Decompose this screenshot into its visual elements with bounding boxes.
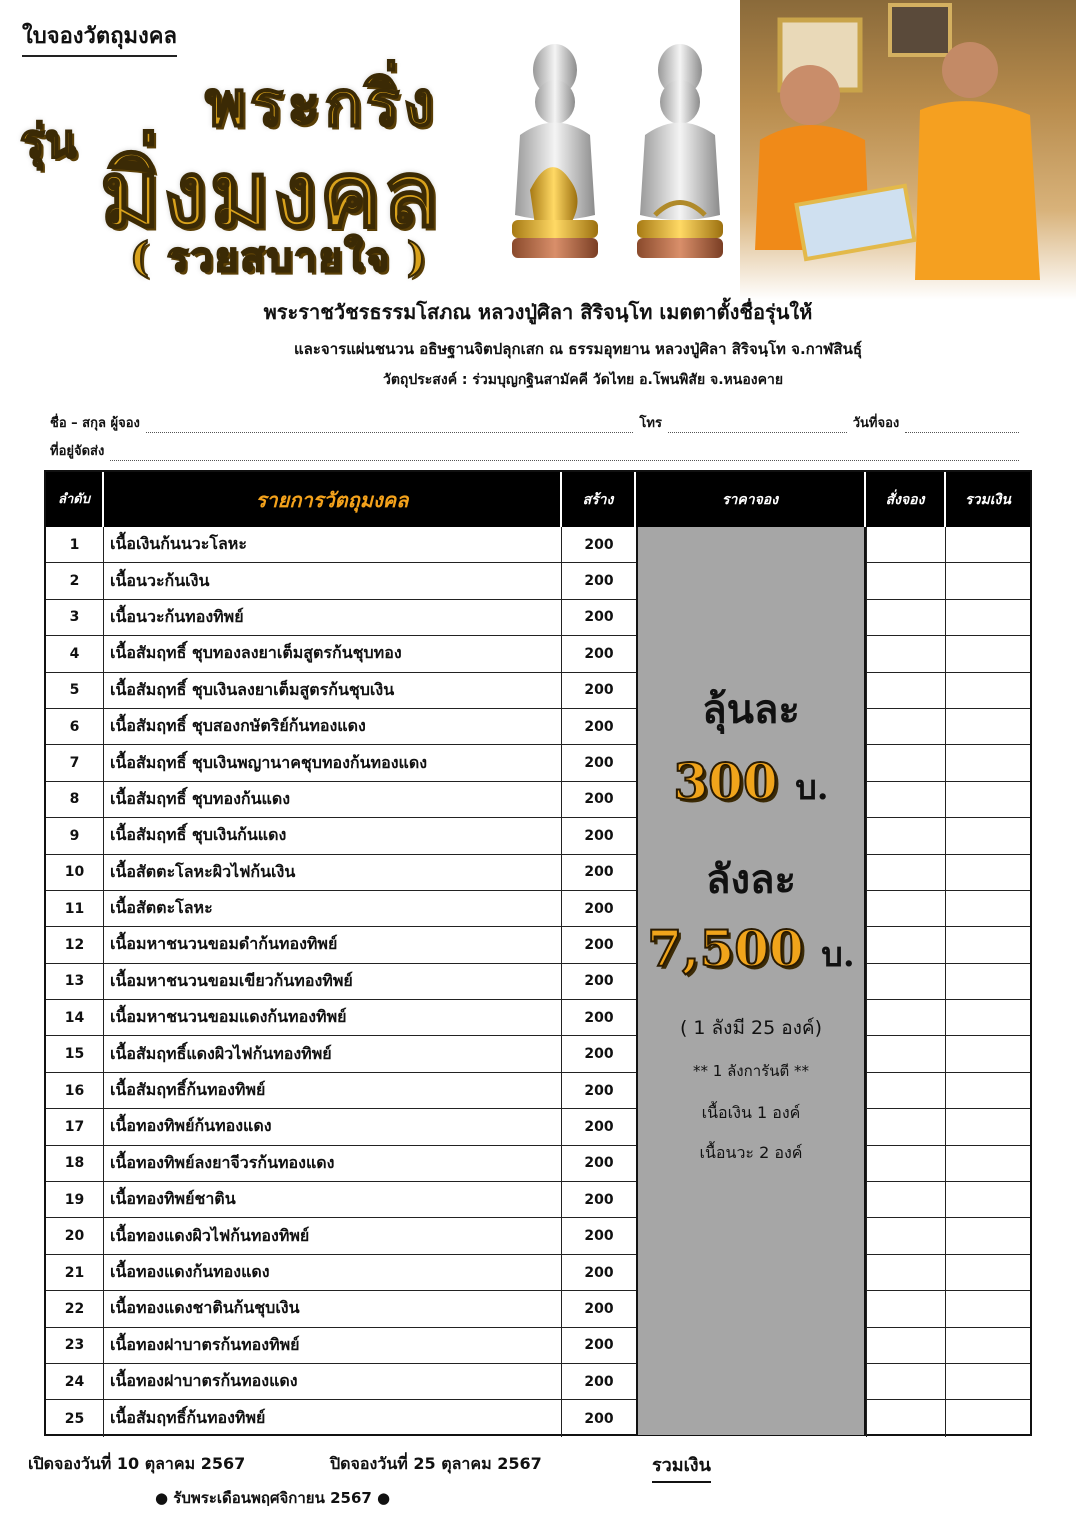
- row-item: เนื้อสัมฤทธิ์ ชุบสองกษัตริย์ก้นทองแดง: [104, 709, 562, 744]
- row-qty: 200: [584, 900, 614, 917]
- row-item: เนื้อนวะก้นทองทิพย์: [104, 600, 562, 635]
- title-line2: มิ่งมงคล: [100, 140, 442, 248]
- row-total-cell[interactable]: [946, 818, 1030, 853]
- table-row: [46, 964, 1030, 1000]
- row-total-cell[interactable]: [946, 1218, 1030, 1253]
- row-number: 5: [46, 673, 104, 708]
- row-qty: 200: [584, 609, 614, 626]
- row-number: 20: [46, 1218, 104, 1253]
- name-field[interactable]: [146, 420, 634, 433]
- grand-total-label: รวมเงิน: [652, 1450, 711, 1483]
- date-field[interactable]: [905, 420, 1019, 433]
- row-total-cell[interactable]: [946, 1146, 1030, 1181]
- table-row: [46, 563, 1030, 599]
- row-item: เนื้อสัมฤทธิ์ ชุบทองก้นแดง: [104, 782, 562, 817]
- price-panel: [636, 527, 866, 1435]
- row-order-cell[interactable]: [866, 1364, 946, 1399]
- row-qty: 200: [584, 791, 614, 808]
- row-item: เนื้อทองฝาบาตรก้นทองแดง: [104, 1364, 562, 1399]
- row-number: 22: [46, 1291, 104, 1326]
- row-qty: 200: [584, 1264, 614, 1281]
- row-order-cell[interactable]: [866, 1073, 946, 1108]
- table-row: [46, 818, 1030, 854]
- row-item: เนื้อทองแดงผิวไฟก้นทองทิพย์: [104, 1218, 562, 1253]
- row-number: 1: [46, 527, 104, 562]
- table-row: [46, 1255, 1030, 1291]
- table-row: [46, 745, 1030, 781]
- unit-price-label: ลุ้นละ: [702, 687, 800, 733]
- row-total-cell[interactable]: [946, 1291, 1030, 1326]
- row-number: 6: [46, 709, 104, 744]
- box-price-label: ลังละ: [705, 857, 797, 903]
- row-item: เนื้อสัตตะโลหะผิวไฟก้นเงิน: [104, 855, 562, 890]
- row-qty: 200: [584, 755, 614, 772]
- guarantee-silver: เนื้อเงิน 1 องค์: [701, 1103, 801, 1122]
- phone-field[interactable]: [668, 420, 847, 433]
- row-order-cell[interactable]: [866, 709, 946, 744]
- title-subtitle: ( รวยสบายใจ ): [130, 234, 428, 281]
- row-total-cell[interactable]: [946, 673, 1030, 708]
- row-item: เนื้อทองแดงชาตินก้นชุบเงิน: [104, 1291, 562, 1326]
- row-qty: 200: [584, 864, 614, 881]
- row-total-cell[interactable]: [946, 636, 1030, 671]
- row-number: 7: [46, 745, 104, 780]
- row-total-cell[interactable]: [946, 1000, 1030, 1035]
- row-qty: 200: [584, 1191, 614, 1208]
- row-number: 17: [46, 1109, 104, 1144]
- row-total-cell[interactable]: [946, 1109, 1030, 1144]
- row-total-cell[interactable]: [946, 1255, 1030, 1290]
- row-qty: 200: [584, 1118, 614, 1135]
- row-item: เนื้อสัมฤทธิ์ ชุบเงินพญานาคชุบทองก้นทองแดง: [104, 745, 562, 780]
- table-row: [46, 1000, 1030, 1036]
- row-total-cell[interactable]: [946, 1400, 1030, 1436]
- row-total-cell[interactable]: [946, 782, 1030, 817]
- row-qty: 200: [584, 573, 614, 590]
- header-line3: วัตถุประสงค์ : ร่วมบุญกฐินสามัคคี วัดไทย อ.โพนพิสัย จ.หนองคาย: [382, 372, 784, 388]
- row-number: 23: [46, 1328, 104, 1363]
- col-header-item: รายการวัตถุมงคล: [104, 472, 562, 527]
- table-row: [46, 1400, 1030, 1436]
- box-price: [638, 919, 864, 981]
- row-order-cell[interactable]: [866, 1000, 946, 1035]
- col-header-qty: สร้าง: [562, 472, 636, 527]
- row-number: 8: [46, 782, 104, 817]
- box-price-currency: บ.: [821, 935, 855, 975]
- row-total-cell[interactable]: [946, 709, 1030, 744]
- row-number: 16: [46, 1073, 104, 1108]
- guarantee-nawa: เนื้อนวะ 2 องค์: [699, 1143, 803, 1162]
- row-order-cell[interactable]: [866, 600, 946, 635]
- table-row: [46, 1291, 1030, 1327]
- row-number: 3: [46, 600, 104, 635]
- row-qty: 200: [584, 973, 614, 990]
- col-header-no: ลำดับ: [46, 472, 104, 527]
- row-total-cell[interactable]: [946, 1328, 1030, 1363]
- row-number: 18: [46, 1146, 104, 1181]
- row-total-cell[interactable]: [946, 527, 1030, 562]
- row-order-cell[interactable]: [866, 927, 946, 962]
- row-order-cell[interactable]: [866, 855, 946, 890]
- row-order-cell[interactable]: [866, 964, 946, 999]
- row-number: 14: [46, 1000, 104, 1035]
- row-order-cell[interactable]: [866, 1328, 946, 1363]
- row-order-cell[interactable]: [866, 1182, 946, 1217]
- row-qty: 200: [584, 645, 614, 662]
- row-qty: 200: [584, 1300, 614, 1317]
- amulet-back-image: [625, 40, 735, 260]
- row-item: เนื้อสัตตะโลหะ: [104, 891, 562, 926]
- row-order-cell[interactable]: [866, 745, 946, 780]
- row-total-cell[interactable]: [946, 927, 1030, 962]
- row-item: เนื้อมหาชนวนขอมเขียวก้นทองทิพย์: [104, 964, 562, 999]
- table-row: [46, 709, 1030, 745]
- row-item: เนื้อสัมฤทธิ์ ชุบทองลงยาเต็มสูตรก้นชุบทอง: [104, 636, 562, 671]
- receive-note: ● รับพระเดือนพฤศจิกายน 2567 ●: [155, 1489, 391, 1507]
- row-order-cell[interactable]: [866, 818, 946, 853]
- row-qty: 200: [584, 1337, 614, 1354]
- row-number: 15: [46, 1036, 104, 1071]
- unit-price-value: 300: [673, 752, 778, 811]
- row-number: 2: [46, 563, 104, 598]
- col-header-price: ราคาจอง: [636, 472, 866, 527]
- row-number: 21: [46, 1255, 104, 1290]
- address-row: [50, 440, 1025, 461]
- guarantee-note: ** 1 ลังการันตี **: [693, 1062, 809, 1080]
- row-order-cell[interactable]: [866, 1255, 946, 1290]
- row-qty: 200: [584, 1155, 614, 1172]
- table-row: [46, 600, 1030, 636]
- table-row: [46, 1146, 1030, 1182]
- row-order-cell[interactable]: [866, 673, 946, 708]
- table-row: [46, 782, 1030, 818]
- table-row: [46, 1218, 1030, 1254]
- open-date: เปิดจองวันที่ 10 ตุลาคม 2567: [28, 1454, 246, 1473]
- phone-label: โทร: [639, 416, 662, 431]
- table-row: [46, 636, 1030, 672]
- row-item: เนื้อมหาชนวนขอมแดงก้นทองทิพย์: [104, 1000, 562, 1035]
- row-item: เนื้อสัมฤทธิ์ ชุบเงินลงยาเต็มสูตรก้นชุบเงิน: [104, 673, 562, 708]
- row-total-cell[interactable]: [946, 600, 1030, 635]
- row-number: 9: [46, 818, 104, 853]
- address-label: ที่อยู่จัดส่ง: [50, 444, 105, 459]
- date-label: วันที่จอง: [852, 416, 900, 431]
- row-total-cell[interactable]: [946, 1364, 1030, 1399]
- monks-photo: [740, 0, 1076, 300]
- row-qty: 200: [584, 718, 614, 735]
- row-qty: 200: [584, 536, 614, 553]
- row-qty: 200: [584, 1228, 614, 1245]
- header-line1: พระราชวัชรธรรมโสภณ หลวงปู่ศิลา สิริจนฺโท เมตตาตั้งชื่อรุ่นให้: [263, 300, 813, 324]
- row-item: เนื้อมหาชนวนขอมดำก้นทองทิพย์: [104, 927, 562, 962]
- row-item: เนื้อทองทิพย์ชาติน: [104, 1182, 562, 1217]
- row-qty: 200: [584, 1410, 614, 1427]
- unit-price: [638, 752, 864, 814]
- row-order-cell[interactable]: [866, 1036, 946, 1071]
- row-order-cell[interactable]: [866, 636, 946, 671]
- row-order-cell[interactable]: [866, 1218, 946, 1253]
- header-line2: และจารแผ่นชนวน อธิษฐานจิตปลุกเสก ณ ธรรมอุทยาน หลวงปู่ศิลา สิริจนฺโท จ.กาฬสินธุ์: [294, 340, 862, 358]
- row-number: 19: [46, 1182, 104, 1217]
- table-row: [46, 1182, 1030, 1218]
- row-item: เนื้อทองทิพย์ก้นทองแดง: [104, 1109, 562, 1144]
- box-price-value: 7,500: [647, 919, 804, 978]
- row-item: เนื้อสัมฤทธิ์ ชุบเงินก้นแดง: [104, 818, 562, 853]
- table-row: [46, 673, 1030, 709]
- row-item: เนื้อนวะก้นเงิน: [104, 563, 562, 598]
- row-total-cell[interactable]: [946, 1036, 1030, 1071]
- row-number: 10: [46, 855, 104, 890]
- row-item: เนื้อทองแดงก้นทองแดง: [104, 1255, 562, 1290]
- row-item: เนื้อสัมฤทธิ์ก้นทองทิพย์: [104, 1400, 562, 1436]
- booking-info-row: [50, 412, 1025, 433]
- form-label: ใบจองวัตถุมงคล: [22, 18, 177, 57]
- table-row: [46, 855, 1030, 891]
- row-qty: 200: [584, 1009, 614, 1026]
- row-item: เนื้อสัมฤทธิ์แดงผิวไฟก้นทองทิพย์: [104, 1036, 562, 1071]
- row-item: เนื้อสัมฤทธิ์ก้นทองทิพย์: [104, 1073, 562, 1108]
- row-order-cell[interactable]: [866, 1291, 946, 1326]
- row-number: 11: [46, 891, 104, 926]
- row-order-cell[interactable]: [866, 527, 946, 562]
- series-prefix: รุ่น: [20, 114, 77, 168]
- row-number: 13: [46, 964, 104, 999]
- table-row: [46, 891, 1030, 927]
- row-number: 4: [46, 636, 104, 671]
- table-row: [46, 1328, 1030, 1364]
- name-label: ชื่อ – สกุล ผู้จอง: [50, 416, 140, 431]
- row-item: เนื้อเงินก้นนวะโลหะ: [104, 527, 562, 562]
- unit-price-currency: บ.: [795, 768, 829, 808]
- table-row: [46, 1036, 1030, 1072]
- table-row: [46, 1364, 1030, 1400]
- close-date: ปิดจองวันที่ 25 ตุลาคม 2567: [330, 1454, 542, 1473]
- row-item: เนื้อทองฝาบาตรก้นทองทิพย์: [104, 1328, 562, 1363]
- box-note: ( 1 ลังมี 25 องค์): [679, 1017, 823, 1039]
- address-field[interactable]: [110, 448, 1019, 461]
- row-order-cell[interactable]: [866, 563, 946, 598]
- row-total-cell[interactable]: [946, 563, 1030, 598]
- row-qty: 200: [584, 1046, 614, 1063]
- row-total-cell[interactable]: [946, 745, 1030, 780]
- title-line1: พระกริ่ง: [205, 67, 438, 140]
- order-table: [44, 470, 1032, 1436]
- row-order-cell[interactable]: [866, 1400, 946, 1436]
- row-order-cell[interactable]: [866, 782, 946, 817]
- table-row: [46, 927, 1030, 963]
- table-body: [46, 527, 1030, 1437]
- row-total-cell[interactable]: [946, 891, 1030, 926]
- row-item: เนื้อทองทิพย์ลงยาจีวรก้นทองแดง: [104, 1146, 562, 1181]
- row-order-cell[interactable]: [866, 1146, 946, 1181]
- row-total-cell[interactable]: [946, 964, 1030, 999]
- col-header-total: รวมเงิน: [946, 472, 1030, 527]
- row-number: 24: [46, 1364, 104, 1399]
- row-qty: 200: [584, 1082, 614, 1099]
- col-header-order: สั่งจอง: [866, 472, 946, 527]
- amulet-front-image: [500, 40, 610, 260]
- row-order-cell[interactable]: [866, 1109, 946, 1144]
- row-qty: 200: [584, 1373, 614, 1390]
- table-row: [46, 1073, 1030, 1109]
- table-row: [46, 527, 1030, 563]
- table-row: [46, 1109, 1030, 1145]
- row-order-cell[interactable]: [866, 891, 946, 926]
- row-qty: 200: [584, 682, 614, 699]
- row-qty: 200: [584, 827, 614, 844]
- row-total-cell[interactable]: [946, 1073, 1030, 1108]
- row-number: 25: [46, 1400, 104, 1436]
- row-qty: 200: [584, 936, 614, 953]
- row-total-cell[interactable]: [946, 1182, 1030, 1217]
- row-number: 12: [46, 927, 104, 962]
- row-total-cell[interactable]: [946, 855, 1030, 890]
